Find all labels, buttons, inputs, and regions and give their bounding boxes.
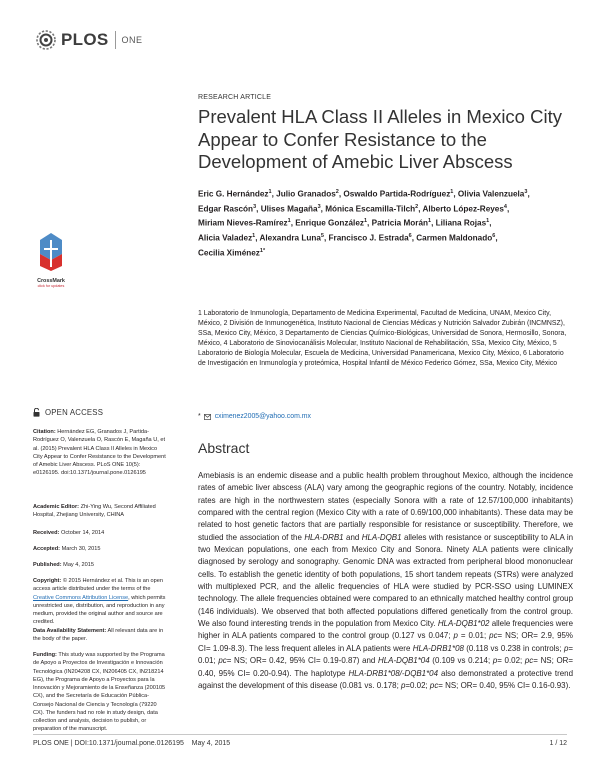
abstract-italic-term: HLA-DRB1*08/-DQB1*04 [348, 668, 438, 678]
author-line [198, 245, 568, 260]
funding-label: Funding: [33, 652, 57, 658]
author-affiliation-sup: 2 [335, 189, 339, 195]
author-name[interactable]: Liliana Rojas [435, 219, 487, 229]
journal-name: ONE [121, 35, 143, 45]
academic-editor [33, 503, 168, 520]
data-availability-label: Data Availability Statement: [33, 628, 107, 634]
author-name[interactable]: Ulises Magaña [260, 204, 318, 214]
open-access-label: OPEN ACCESS [45, 408, 104, 417]
author-affiliation-sup: 4 [503, 203, 507, 210]
author-line: Edgar Rascón$^3$, Ulises Magaña$^3$, Mónica Escamilla-Tilch$^2$, Alberto López-Reyes$^4$, [198, 203, 510, 214]
author-affiliation-sup: 3 [253, 203, 257, 210]
author-name[interactable]: Oswaldo Partida-Rodríguez [343, 189, 451, 199]
abstract-italic-term: p [563, 643, 569, 653]
license-link[interactable]: Creative Commons Attribution License [33, 594, 129, 601]
received-label: Received: [33, 530, 60, 536]
author-affiliation-sup: 1 [287, 218, 291, 225]
received-date [33, 529, 168, 537]
abstract-italic-term: pc [429, 680, 439, 690]
footer-divider [33, 734, 567, 735]
author-name[interactable]: Francisco J. Estrada [328, 233, 409, 243]
author-affiliation-sup: 1 [428, 218, 432, 225]
crossmark-sub: click for updates [37, 284, 65, 288]
author-name[interactable]: Miriam Nieves-Ramírez [198, 219, 288, 229]
title-line: Development of Amebic Liver Abscess [198, 151, 513, 172]
abstract-italic-term: HLA-DRB1 [304, 532, 344, 542]
plos-one-logo[interactable] [34, 28, 143, 52]
logo-divider [115, 31, 116, 49]
author-affiliation-sup: 5 [320, 233, 324, 240]
author-line: Alicia Valadez$^1$, Alexandra Luna$^5$, Francisco J. Estrada$^6$, Carmen Maldonado$^6$, [198, 233, 498, 243]
author-name[interactable]: Carmen Maldonado [416, 233, 493, 243]
author-affiliation-sup: 6 [492, 233, 496, 240]
funding-text: This study was supported by the Programa de Apoyo a Proyectos de Investigación e Innovación Tecnológica (IN204208 CX, IN206405 CX, IN218214 EG), the Programa de Apoyo a Proyectos para la Innovación y Mejoramiento de la Enseñanza (200105 CX), and the Secretaría de Educación Pública-Consejo Nacional de Ciencia y Tecnología (79220 CX). The funders had no role in study design, data collection and analysis, decision to publish, or preparation of the manuscript. [33, 652, 166, 733]
author-affiliation-sup: 1 [363, 218, 368, 225]
corresponding-email [198, 413, 311, 420]
plos-logo-icon [34, 28, 58, 52]
abstract-body: Amebiasis is an endemic disease and a public health problem throughout Mexico, although the incidence rates of amebic liver abscess (ALA) vary among the geographic regions of the country. Notably, incidence rates are high in the northwestern states (especially Sonora with a rate of 12.57/100,000 inhabitants) compared with the central region (Mexico City with a rate of 0.69/100,000 inhabitants). These data may be related to host genetic factors that are partially responsible for resistance or susceptibility. Therefore, we studied the association of the HLA-DRB1 and HLA-DQB1 alleles with resistance or susceptibility to ALA in two Mexican populations, one each from Mexico City and Sonora. Ninety ALA patients were clinically diagnosed by serology and sonography. Genomic DNA was extracted from peripheral blood mononuclear cells. To establish the genetic identity of both populations, 15 short tandem repeats (STRs) were analyzed with multiplexed PCR, and the allelic frequencies of HLA were studied by PCR-SSO using LUMINEX technology. The allele frequencies obtained were compared to an ethnically matched healthy control group (146 individuals). We observed that both affected populations differed genetically from the control group. We also found interesting trends in the population from Mexico City. HLA-DQB1*02 allele frequencies were higher in ALA patients compared to the control group (0.127 vs 0.047; p = 0.01; pc= NS; OR= 2.9, 95% CI= 1.09-8.3). The less frequent alleles in ALA patients were HLA-DRB1*08 (0.118 vs 0.238 in controls; p= 0.01; pc= NS; OR= 0.42, 95% CI= 0.19-0.87) and HLA-DQB1*04 (0.109 vs 0.214; p= 0.02; pc= NS; OR= 0.40, 95% CI= 0.20-0.94). The haplotype HLA-DRB1*08/-DQB1*04 also demonstrated a protective trend against the development of this disease (0.081 vs. 0.178; p=0.02; pc= NS; OR= 0.40, 95% CI= 0.16-0.93). [198, 471, 574, 690]
author-name[interactable]: Enrique González [295, 219, 364, 229]
author-affiliation-sup: 3 [524, 189, 528, 195]
author-name[interactable]: Patricia Morán [371, 219, 429, 229]
abstract-italic-term: p [492, 656, 498, 666]
data-availability-text: All relevant data are in the body of the paper. [33, 628, 164, 643]
affiliations: 1 Laboratorio de Inmunología, Departamento de Medicina Experimental, Facultad de Medicina, UNAM, Mexico City, México, 2 División de Inmunogenética, Instituto Nacional de Ciencias Médicas y Nutrición Salvador Zubirán (INCMNSZ), SSa, Mexico City, México, 3 Departamento de Ciencias Químico-Biológicas, Universidad de Sonora, Hermosillo, Sonora, México, 4 Laboratorio de Sinoviocanálisis Molecular, Instituto Nacional de Rehabilitación, SSa, Mexico City, México, 5 Laboratorio de Biología Molecular, Escuela de Medicina, Universidad Panamericana, Mexico City, México, 6 Laboratorio de Investigación en Inmunología y proteómica, Hospital Infantil de México Federico Gómez, SSa, Mexico City, México [198, 310, 567, 368]
author-name[interactable]: Alexandra Luna [259, 233, 321, 243]
author-name[interactable]: Eric G. Hernández [198, 189, 269, 199]
author-name[interactable]: Mónica Escamilla-Tilch [325, 204, 416, 214]
open-lock-icon [33, 408, 40, 417]
abstract-heading: Abstract [198, 440, 250, 456]
abstract-italic-term: HLA-DQB1 [361, 532, 402, 542]
copyright-label: Copyright: [33, 578, 62, 584]
author-name[interactable]: Alberto López-Reyes [422, 204, 504, 214]
copyright-post: , which permits unrestricted use, distribution, and reproduction in any medium, provided the original author and source are credited. [33, 594, 166, 626]
envelope-icon [204, 414, 211, 420]
author-name[interactable]: Edgar Rascón [198, 204, 254, 214]
crossmark-label: CrossMark [37, 278, 65, 284]
editor-label: Academic Editor: [33, 504, 80, 510]
published-date [33, 561, 168, 569]
accepted-label: Accepted: [33, 546, 61, 552]
author-affiliation-sup: 1 [486, 218, 490, 225]
page-number: 1 / 12 [549, 740, 567, 747]
received-text: October 14, 2014 [61, 530, 105, 536]
abstract-italic-term: HLA-DRB1*08 [412, 643, 464, 653]
author-name[interactable]: Cecilia Ximénez [198, 248, 260, 258]
author-affiliation-sup: 1 [268, 189, 272, 195]
author-name[interactable]: Alicia Valadez [198, 233, 253, 243]
email-link[interactable]: cximenez2005@yahoo.com.mx [214, 413, 311, 420]
title-line: Prevalent HLA Class II Alleles in Mexico City [198, 106, 562, 127]
abstract-italic-term: pc [489, 631, 498, 641]
article-type-label: RESEARCH ARTICLE [198, 94, 272, 101]
citation-label: Citation: [33, 429, 56, 435]
title-line: Appear to Confer Resistance to the [198, 128, 487, 150]
logo-text: PLOS [61, 30, 109, 49]
data-availability [33, 627, 168, 644]
citation [33, 428, 168, 478]
accepted-text: March 30, 2015 [61, 546, 101, 552]
author-affiliation-sup: 1 [450, 189, 454, 195]
abstract-italic-term: HLA-DQB1*04 [378, 656, 430, 666]
accepted-date [33, 545, 168, 553]
author-affiliation-sup: 6 [408, 233, 412, 240]
article-title [198, 106, 578, 174]
copyright [33, 577, 168, 627]
published-text: May 4, 2015 [63, 562, 94, 568]
citation-text: Hernández EG, Granados J, Partida-Rodríguez O, Valenzuela O, Rascón E, Magaña U, et al. (2015) Prevalent HLA Class II Alleles in Mexico City Appear to Confer Resistance to the Development of Amebic Liver Abscess. PLoS ONE 10(5): e0126195. doi:10.1371/journal.pone.0126195 [33, 429, 166, 477]
crossmark-badge[interactable] [33, 232, 69, 288]
copyright-pre: © 2015 Hernández et al. This is an open access article distributed under the terms of the [33, 578, 163, 593]
author-affiliation-sup: 1 [252, 233, 256, 240]
author-list [198, 186, 568, 260]
author-affiliation-sup: 2 [415, 203, 419, 210]
footer-citation: PLOS ONE | DOI:10.1371/journal.pone.0126195 May 4, 2015 [33, 740, 231, 747]
editor-text: Zhi-Ying Wu, Second Affiliated Hospital, Zhejiang University, CHINA [33, 504, 156, 519]
author-affiliation-sup: 1* [259, 247, 266, 254]
author-line: Miriam Nieves-Ramírez$^1$, Enrique González$^1$, Patricia Morán$^1$, Liliana Rojas$^1$, [198, 218, 492, 229]
email-star: * [198, 413, 201, 420]
open-access-badge [33, 408, 103, 417]
abstract-italic-term: p [400, 680, 406, 690]
author-name[interactable]: Julio Granados [276, 189, 336, 199]
abstract-italic-term: pc [218, 656, 227, 666]
abstract-italic-term: p [453, 631, 458, 641]
crossmark-icon [35, 232, 67, 272]
funding [33, 651, 168, 734]
author-name[interactable]: Olivia Valenzuela [457, 189, 525, 199]
author-affiliation-sup: 3 [317, 203, 321, 210]
author-line: Eric G. Hernández$^1$, Julio Granados$^2$, Oswaldo Partida-Rodríguez$^1$, Olivia Valenzuela$^3$, [198, 189, 530, 199]
abstract-italic-term: HLA-DQB1*02 [437, 619, 490, 629]
abstract-italic-term: pc [524, 656, 534, 666]
published-label: Published: [33, 562, 62, 568]
